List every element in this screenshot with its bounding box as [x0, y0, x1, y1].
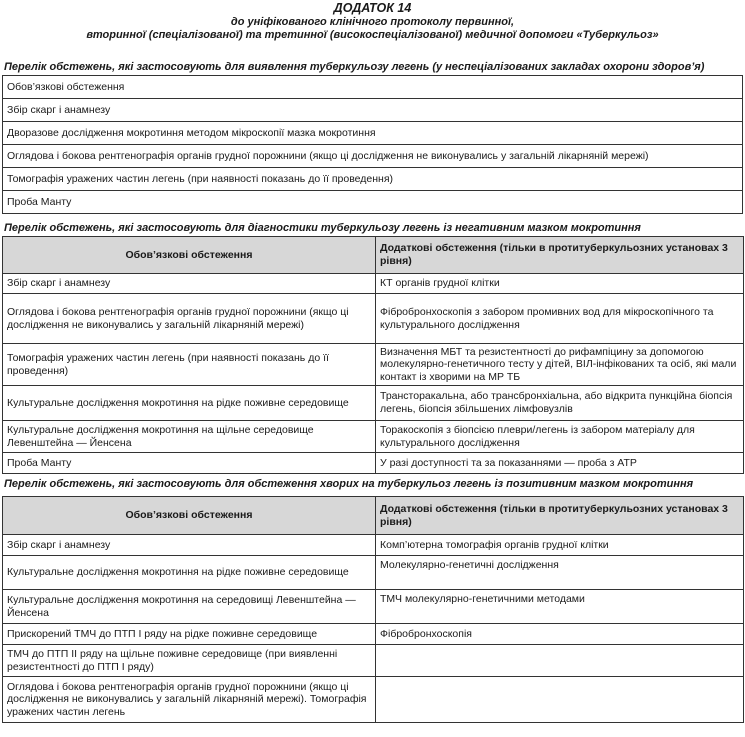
- table-row: [3, 122, 743, 145]
- table-cell: [376, 677, 744, 723]
- table-row: [3, 386, 744, 421]
- table-cell: У разі доступності та за показаннями — проба з АТР: [376, 453, 744, 474]
- table-row: [3, 556, 744, 590]
- table-cell: Прискорений ТМЧ до ПТП І ряду на рідке поживне середовище: [3, 624, 376, 645]
- table-row: [3, 535, 744, 556]
- table-cell: [376, 645, 744, 677]
- table-row: [3, 76, 743, 99]
- section-1-title: Перелік обстежень, які застосовують для виявлення туберкульозу легень (у неспеціалізованих закладах охорони здоров’я): [4, 61, 705, 73]
- table-cell: Дворазове дослідження мокротиння методом мікроскопії мазка мокротиння: [3, 122, 743, 145]
- table-header-row: [3, 497, 744, 535]
- table-cell: Збір скарг і анамнезу: [3, 274, 376, 294]
- section-1-table: [2, 75, 743, 214]
- table-row: [3, 294, 744, 344]
- table-cell: Трансторакальна, або трансбронхіальна, або відкрита пункційна біопсія легень, біопсія збільшених лімфовузлів: [376, 386, 744, 421]
- section-2-table: [2, 236, 744, 474]
- header-subtitle-line-1: до уніфікованого клінічного протоколу первинної,: [230, 16, 515, 28]
- table-row: [3, 645, 744, 677]
- table-cell: Оглядова і бокова рентгенографія органів грудної порожнини (якщо ці дослідження не виконувались у загальній лікарняній мережі): [3, 145, 743, 168]
- table-cell: Культуральне дослідження мокротиння на рідке поживне середовище: [3, 556, 376, 590]
- appendix-title: ДОДАТОК 14: [333, 1, 412, 15]
- section-3-title: Перелік обстежень, які застосовують для обстеження хворих на туберкульоз легень із позитивним мазком мокротиння: [4, 478, 694, 490]
- table-row: [3, 453, 744, 474]
- table-cell: КТ органів грудної клітки: [376, 274, 744, 294]
- table-cell: Оглядова і бокова рентгенографія органів грудної порожнини (якщо ці дослідження не виконувались у загальній лікарняній мережі). Томографія уражених частин легень: [3, 677, 376, 723]
- table-cell: Оглядова і бокова рентгенографія органів грудної порожнини (якщо ці дослідження не виконувались у загальній лікарняній мережі): [3, 294, 376, 344]
- table-cell: Проба Манту: [3, 453, 376, 474]
- table-row: [3, 145, 743, 168]
- table-cell: Обов’язкові обстеження: [3, 76, 743, 99]
- header-subtitle-line-2: вторинної (спеціалізованої) та третинної (високоспеціалізованої) медичної допомоги «Туберкульоз»: [86, 29, 659, 41]
- table-row: [3, 274, 744, 294]
- table-cell: Комп’ютерна томографія органів грудної клітки: [376, 535, 744, 556]
- table-cell: ТМЧ до ПТП ІІ ряду на щільне поживне середовище (при виявленні резистентності до ПТП І ряду): [3, 645, 376, 677]
- table-row: [3, 677, 744, 723]
- table-row: [3, 344, 744, 386]
- table-row: [3, 99, 743, 122]
- table-row: [3, 168, 743, 191]
- table-cell: Проба Манту: [3, 191, 743, 214]
- table-cell: ТМЧ молекулярно-генетичними методами: [376, 590, 744, 624]
- table-row: [3, 590, 744, 624]
- table-cell: Молекулярно-генетичні дослідження: [376, 556, 744, 590]
- document-header: [0, 0, 745, 43]
- table-cell: Фібробронхоскопія з забором промивних вод для мікроскопічного та культурального дослідження: [376, 294, 744, 344]
- column-header-additional: Додаткові обстеження (тільки в протитуберкульозних установах 3 рівня): [376, 237, 744, 274]
- column-header-additional: Додаткові обстеження (тільки в протитуберкульозних установах 3 рівня): [376, 497, 744, 535]
- column-header-mandatory: Обов’язкові обстеження: [3, 237, 376, 274]
- section-3-table: [2, 496, 744, 723]
- table-cell: Культуральне дослідження мокротиння на середовищі Левенштейна — Йенсена: [3, 590, 376, 624]
- column-header-mandatory: Обов’язкові обстеження: [3, 497, 376, 535]
- table-row: [3, 191, 743, 214]
- table-header-row: [3, 237, 744, 274]
- table-cell: Культуральне дослідження мокротиння на рідке поживне середовище: [3, 386, 376, 421]
- table-row: [3, 624, 744, 645]
- table-cell: Фібробронхоскопія: [376, 624, 744, 645]
- table-cell: Культуральне дослідження мокротиння на щільне середовище Левенштейна — Йенсена: [3, 421, 376, 453]
- section-2-title: Перелік обстежень, які застосовують для діагностики туберкульозу легень із негативним мазком мокротиння: [4, 222, 641, 234]
- table-cell: Визначення МБТ та резистентності до рифампіцину за допомогою молекулярно-генетичного тесту у дітей, ВІЛ-інфікованих та осіб, які мали контакт із хворими на МР ТБ: [376, 344, 744, 386]
- table-cell: Збір скарг і анамнезу: [3, 535, 376, 556]
- table-cell: Томографія уражених частин легень (при наявності показань до її проведення): [3, 168, 743, 191]
- table-cell: Збір скарг і анамнезу: [3, 99, 743, 122]
- table-cell: Торакоскопія з біопсією плеври/легень із забором матеріалу для культурального дослідження: [376, 421, 744, 453]
- table-cell: Томографія уражених частин легень (при наявності показань до її проведення): [3, 344, 376, 386]
- table-row: [3, 421, 744, 453]
